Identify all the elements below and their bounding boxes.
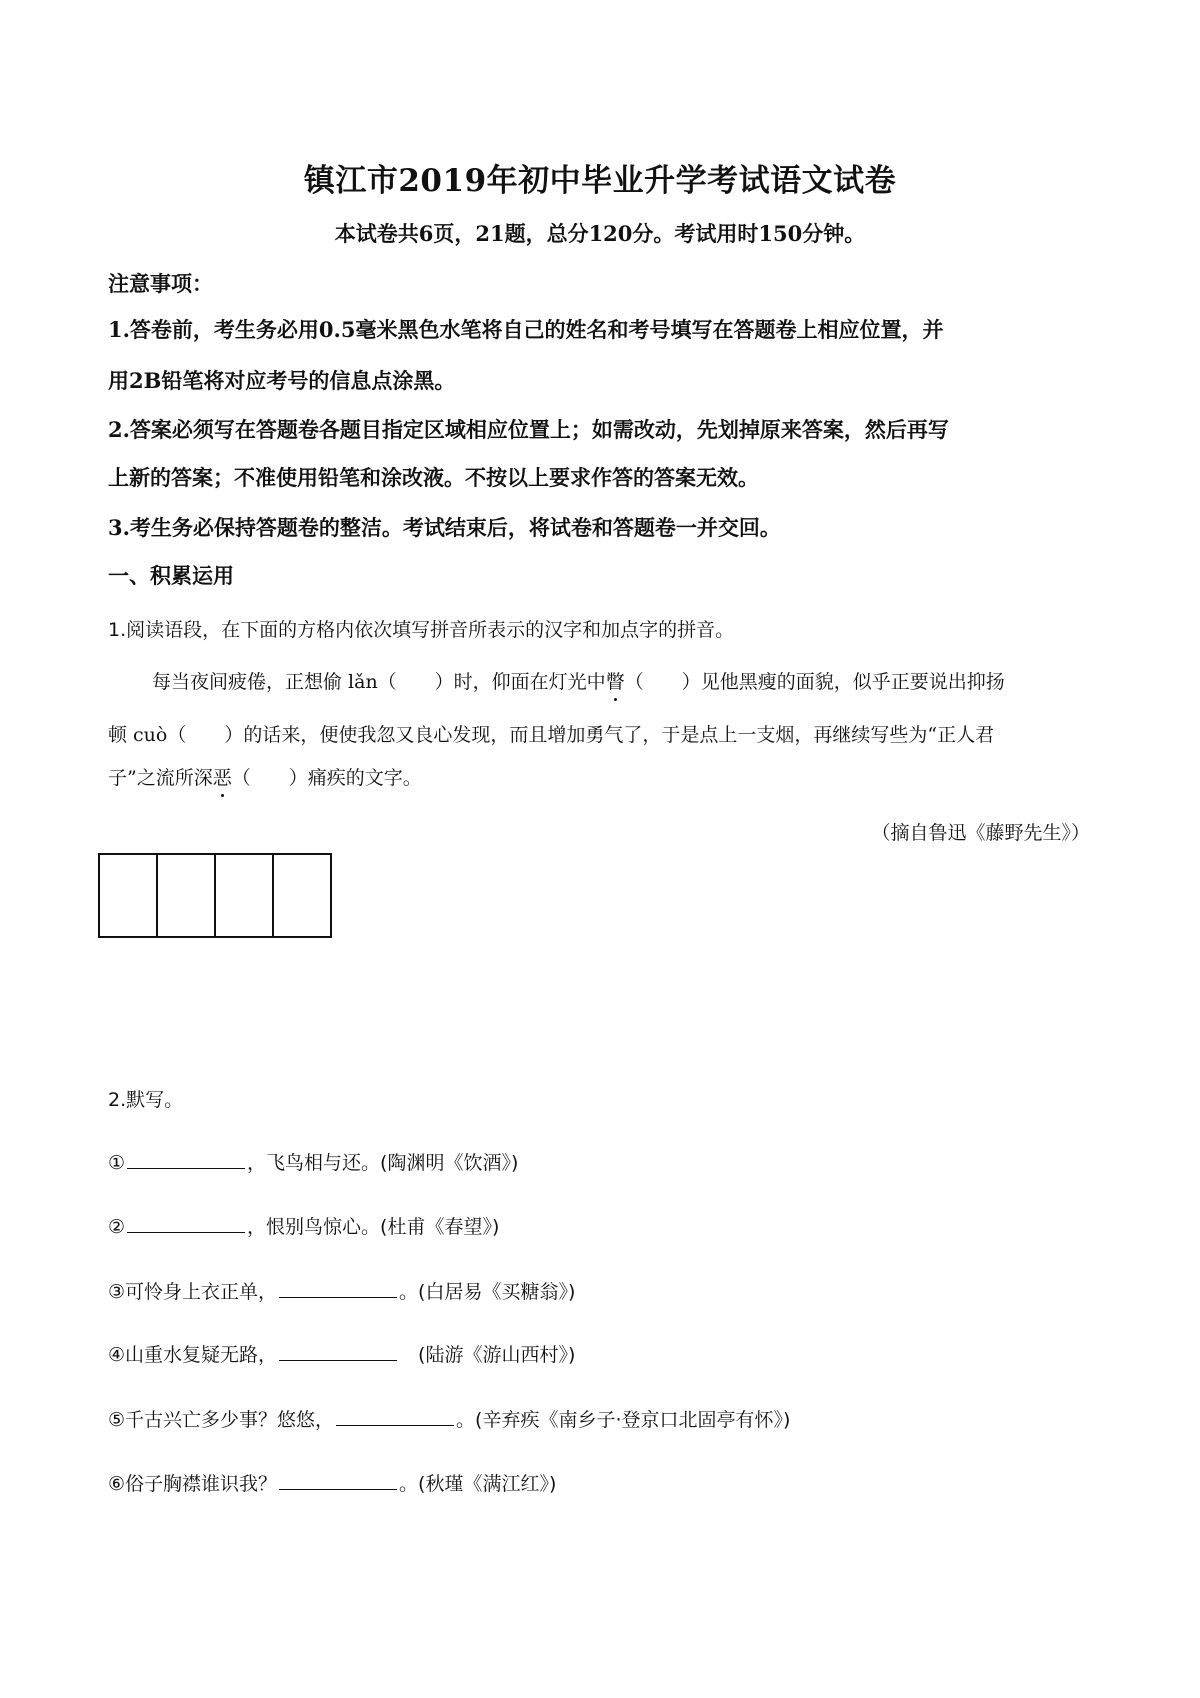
recite-prefix: ① — [108, 1152, 126, 1174]
note-1-line-2: 用2B铅笔将对应考号的信息点涂黑。 — [108, 368, 456, 393]
recite-item-2 — [108, 1212, 499, 1239]
page-title: 镇江市2019年初中毕业升学考试语文试卷 — [303, 163, 897, 199]
question-2-stem: 2.默写。 — [108, 1089, 184, 1111]
recite-item-4 — [108, 1340, 575, 1367]
dotted-character: 恶 — [213, 763, 232, 790]
passage-text: 每当夜间疲倦，正想偷 lǎn（ ）时，仰面在灯光中 — [152, 671, 606, 693]
note-2-line-2: 上新的答案；不准使用铅笔和涂改液。不按以上要求作答的答案无效。 — [108, 465, 759, 490]
recite-suffix: ，飞鸟相与还。(陶渊明《饮酒》) — [247, 1152, 519, 1174]
answer-box-2[interactable] — [156, 853, 216, 938]
passage-source: （摘自鲁迅《藤野先生》） — [871, 822, 1090, 844]
recite-suffix: (陆游《游山西村》) — [399, 1344, 576, 1366]
section-heading: 一、积累运用 — [108, 563, 234, 588]
fill-blank[interactable] — [127, 1150, 245, 1169]
answer-box-4[interactable] — [272, 853, 332, 938]
answer-box-1[interactable] — [98, 853, 158, 938]
fill-blank[interactable] — [127, 1214, 245, 1233]
exam-info: 本试卷共6页，21题，总分120分。考试用时150分钟。 — [334, 221, 866, 246]
note-2-line-1: 2.答案必须写在答题卷各题目指定区域相应位置上；如需改动，先划掉原来答案，然后再写 — [108, 417, 949, 442]
passage-text: （ ）痛疾的文字。 — [231, 767, 422, 789]
fill-blank[interactable] — [336, 1407, 454, 1426]
recite-prefix: ③可怜身上衣正单， — [108, 1281, 278, 1303]
passage-line-1 — [152, 667, 1005, 694]
dotted-character: 瞥 — [606, 667, 625, 694]
recite-prefix: ② — [108, 1216, 126, 1238]
recite-prefix: ④山重水复疑无路， — [108, 1344, 278, 1366]
fill-blank[interactable] — [279, 1279, 397, 1298]
recite-suffix: 。(白居易《买糖翁》) — [399, 1281, 576, 1303]
recite-item-1 — [108, 1148, 518, 1175]
passage-text: （ ）见他黑瘦的面貌，似乎正要说出抑扬 — [624, 671, 1005, 693]
recite-suffix: 。(秋瑾《满江红》) — [399, 1473, 557, 1495]
passage-line-3 — [108, 763, 422, 790]
recite-suffix: ，恨别鸟惊心。(杜甫《春望》) — [247, 1216, 500, 1238]
answer-grid — [98, 853, 332, 938]
note-1-line-1: 1.答卷前，考生务必用0.5毫米黑色水笔将自己的姓名和考号填写在答题卷上相应位置，并 — [108, 317, 944, 342]
note-3: 3.考生务必保持答题卷的整洁。考试结束后，将试卷和答题卷一并交回。 — [108, 515, 781, 540]
fill-blank[interactable] — [279, 1342, 397, 1361]
passage-text: 子”之流所深 — [108, 767, 213, 789]
recite-item-5 — [108, 1405, 790, 1432]
recite-prefix: ⑤千古兴亡多少事？悠悠， — [108, 1409, 335, 1431]
recite-item-6 — [108, 1469, 556, 1496]
fill-blank[interactable] — [279, 1471, 397, 1490]
passage-line-2: 顿 cuò（ ）的话来，便使我忽又良心发现，而且增加勇气了，于是点上一支烟，再继续写些为“正人君 — [108, 724, 995, 746]
recite-item-3 — [108, 1277, 575, 1304]
question-1-stem: 1.阅读语段，在下面的方格内依次填写拼音所表示的汉字和加点字的拼音。 — [108, 619, 735, 641]
answer-box-3[interactable] — [214, 853, 274, 938]
notes-heading: 注意事项： — [108, 271, 213, 296]
recite-prefix: ⑥俗子胸襟谁识我？ — [108, 1473, 278, 1495]
recite-suffix: 。(辛弃疾《南乡子·登京口北固亭有怀》) — [456, 1409, 791, 1431]
